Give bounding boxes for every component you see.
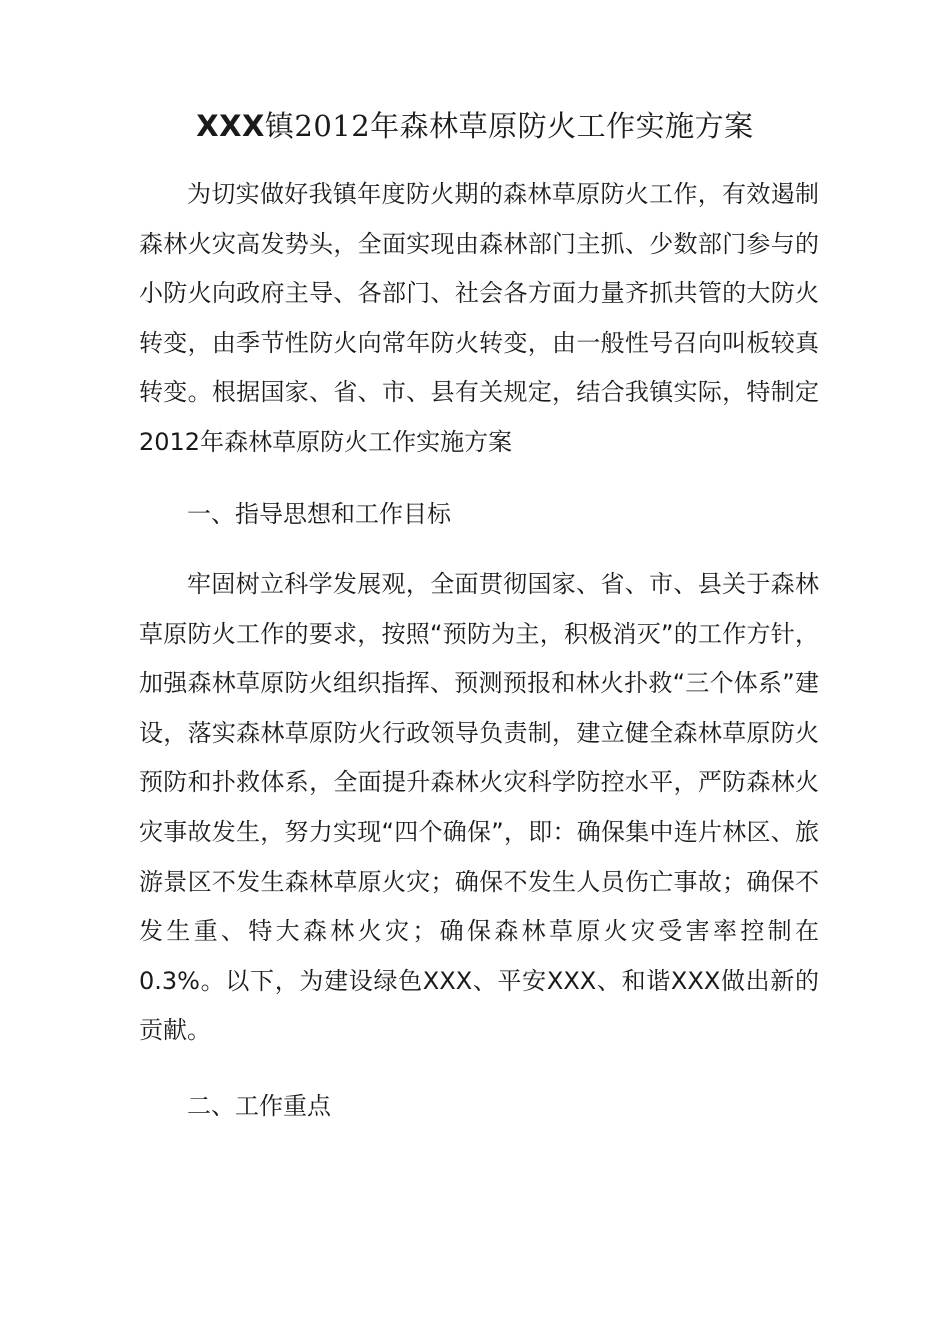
section-heading-work-focus: 二、工作重点 — [187, 1092, 331, 1120]
title-text: 镇2012年森林草原防火工作实施方案 — [264, 109, 754, 143]
guiding-ideology-paragraph: 牢固树立科学发展观，全面贯彻国家、省、市、县关于森林草原防火工作的要求，按照“预防为主，积极消灭”的工作方针，加强森林草原防火组织指挥、预测预报和林火扑救“三个体系”建设，落实森林草原防火行政领导负责制，建立健全森林草原防火预防和扑救体系，全面提升森林火灾科学防控水平，严防森林火灾事故发生，努力实现“四个确保”，即：确保集中连片林区、旅游景区不发生森林草原火灾；确保不发生人员伤亡事故；确保不发生重、特大森林火灾；确保森林草原火灾受害率控制在0.3%。以下，为建设绿色XXX、平安XXX、和谐XXX做出新的贡献。 — [139, 570, 819, 1045]
section-heading-guiding-ideology: 一、指导思想和工作目标 — [187, 500, 451, 528]
intro-paragraph: 为切实做好我镇年度防火期的森林草原防火工作，有效遏制森林火灾高发势头，全面实现由森林部门主抓、少数部门参与的小防火向政府主导、各部门、社会各方面力量齐抓共管的大防火转变，由季节性防火向常年防火转变，由一般性号召向叫板较真转变。根据国家、省、市、县有关规定，结合我镇实际，特制定2012年森林草原防火工作实施方案 — [139, 180, 819, 456]
title-prefix: XXX — [196, 109, 265, 143]
document-title — [0, 104, 950, 148]
